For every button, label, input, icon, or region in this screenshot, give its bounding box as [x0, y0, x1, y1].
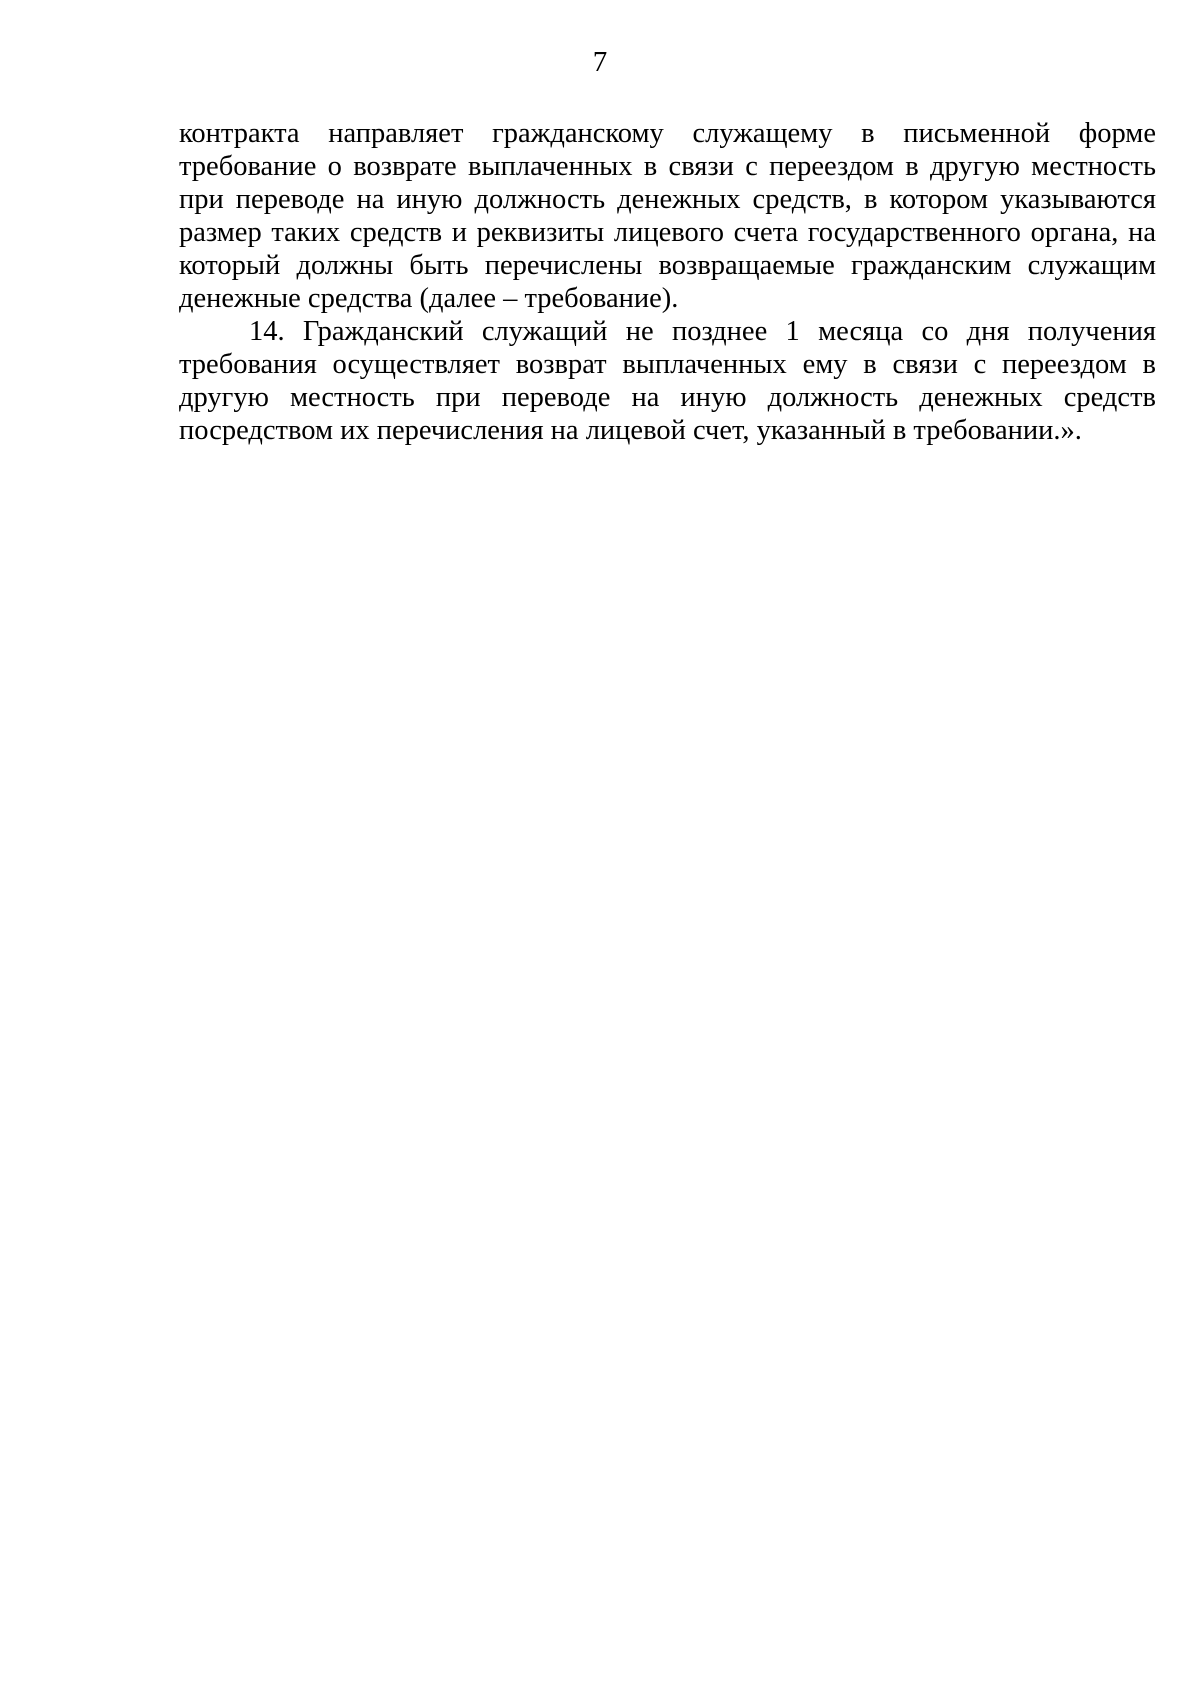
paragraph-continuation: контракта направляет гражданскому служащему в письменной форме требование о возврате выплаченных в связи с переездом в другую местность при переводе на иную должность денежных средств, в котором указываются размер таких средств и реквизиты лицевого счета государственного органа, на который должны быть перечислены возвращаемые гражданским служащим денежные средства (далее – требование).: [179, 118, 1156, 314]
page-number: 7: [592, 46, 608, 78]
paragraph-item-14: 14. Гражданский служащий не позднее 1 месяца со дня получения требования осуществляет возврат выплаченных ему в связи с переездом в другую местность при переводе на иную должность денежных средств посредством их перечисления на лицевой счет, указанный в требовании.».: [179, 316, 1156, 446]
document-body: [179, 117, 1156, 447]
